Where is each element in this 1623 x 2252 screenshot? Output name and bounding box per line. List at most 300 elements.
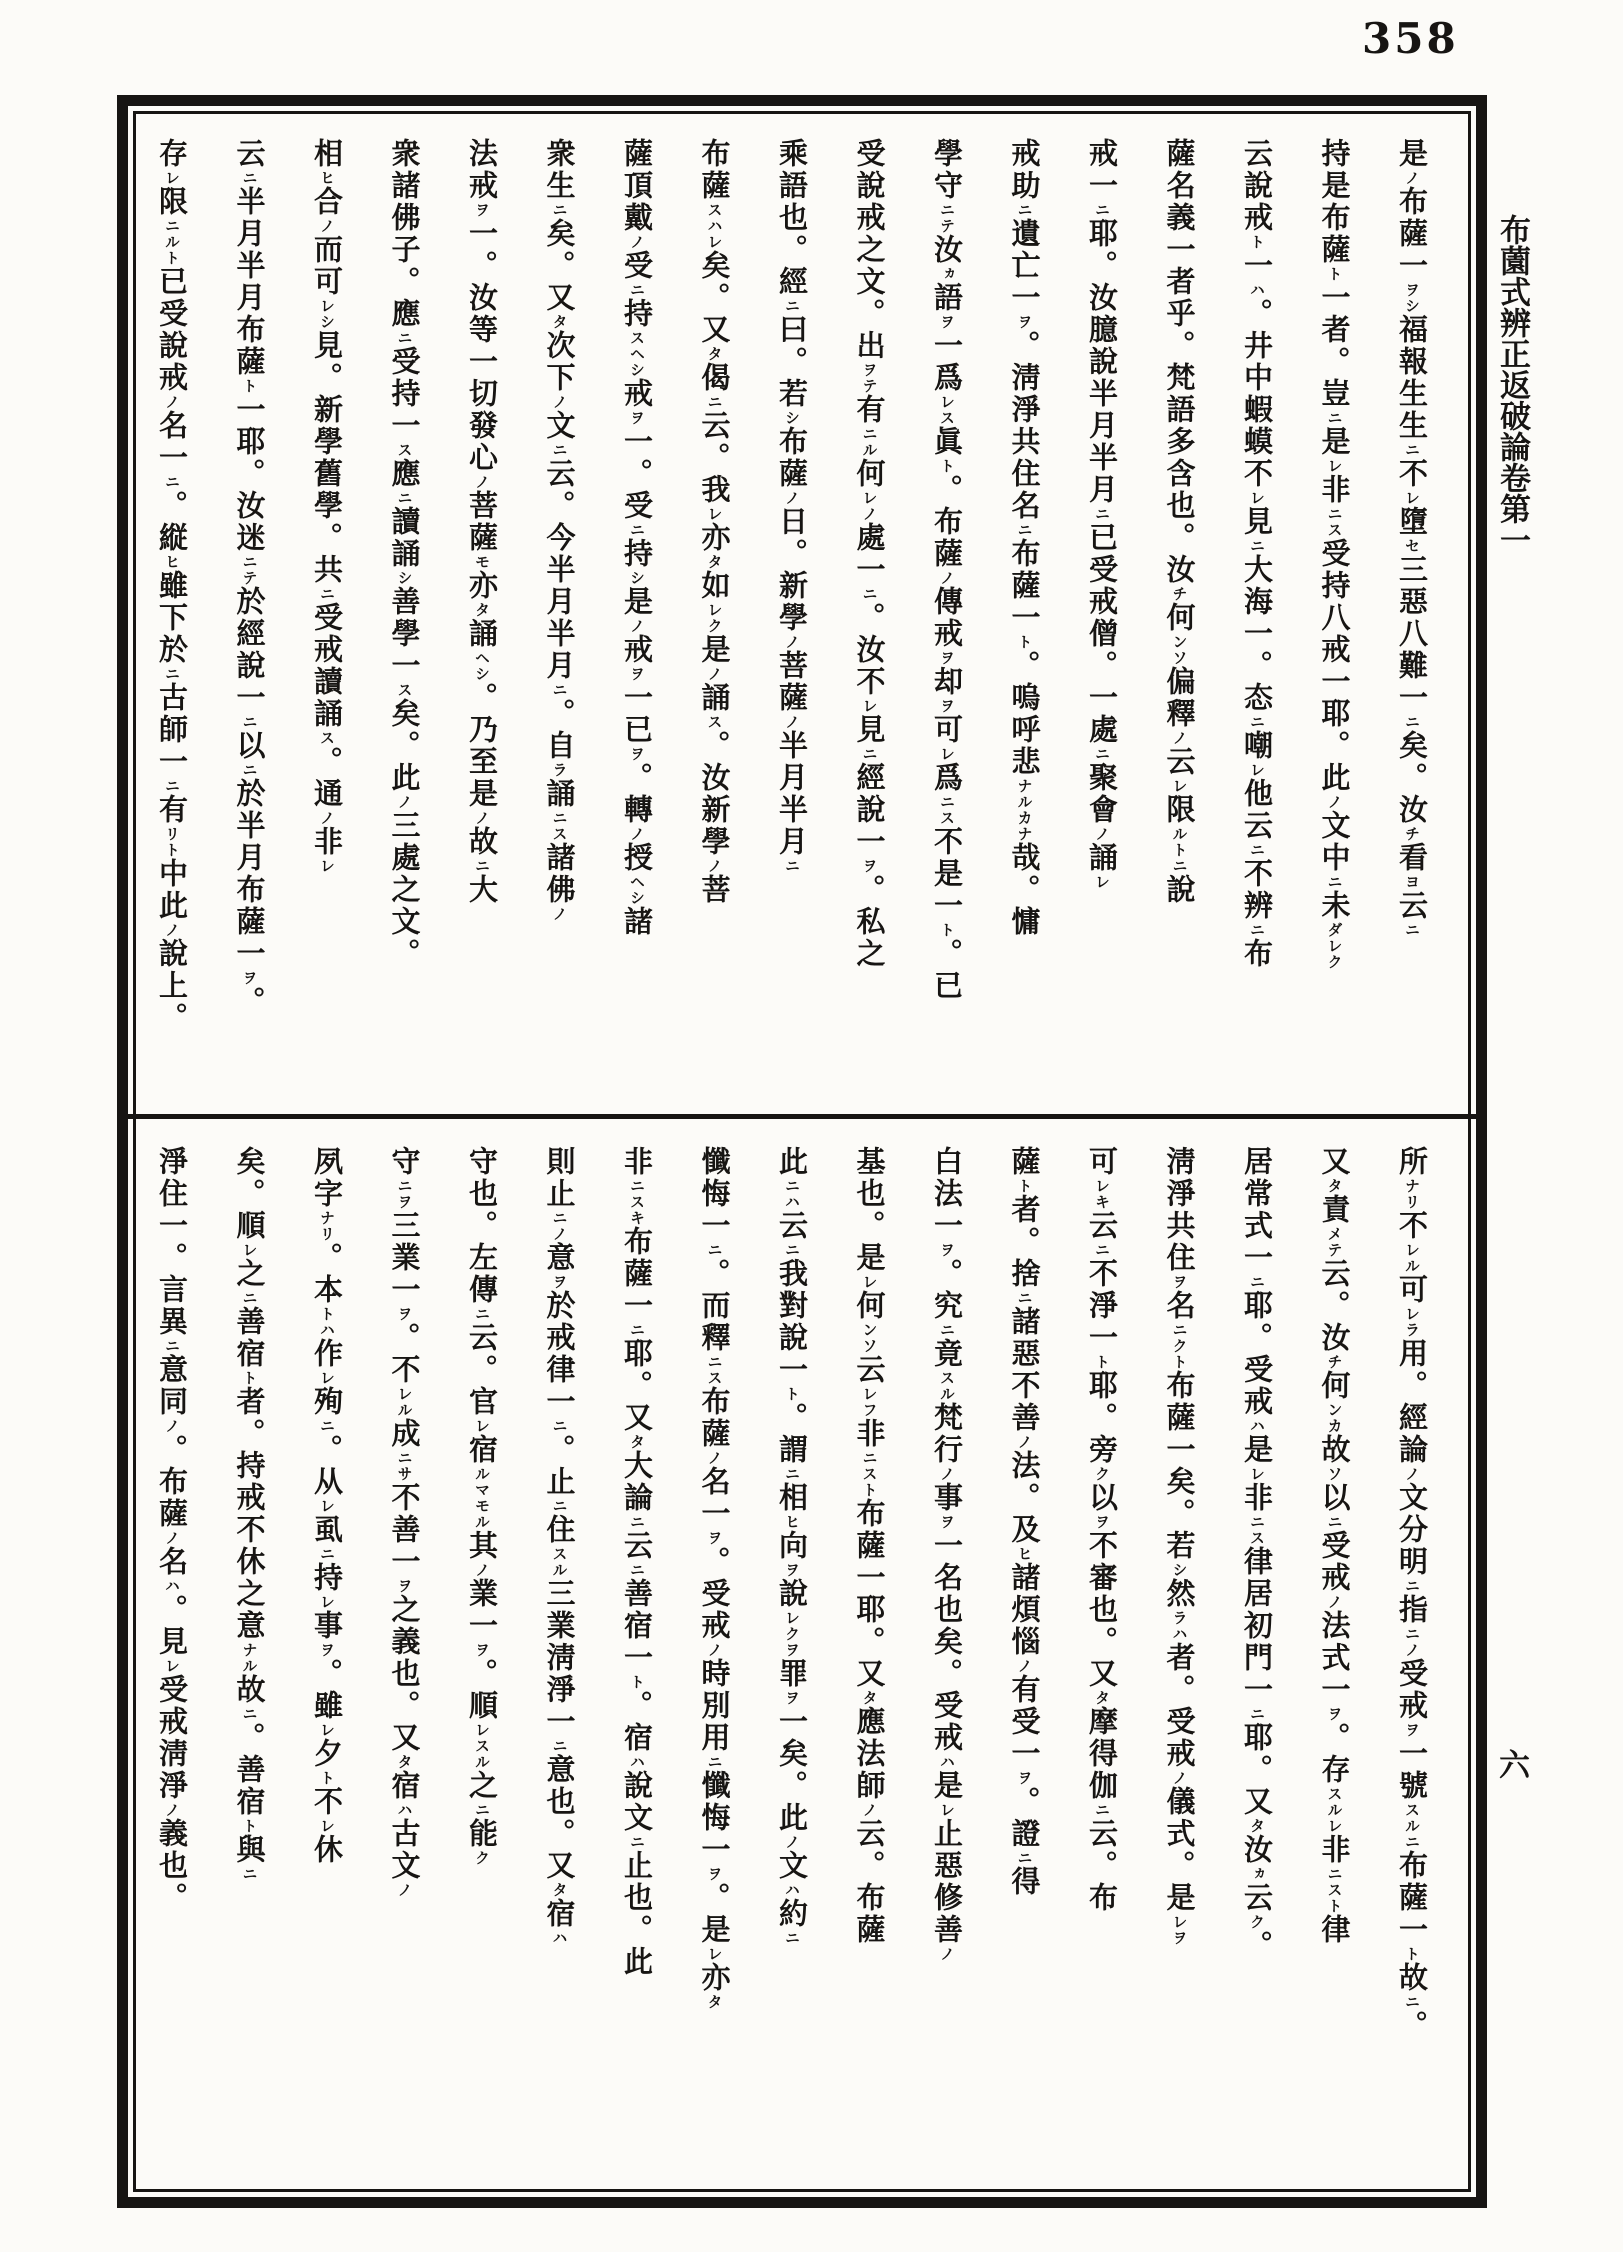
kunten-annotation: ノ bbox=[938, 570, 956, 586]
band-separator-rule bbox=[128, 1114, 1480, 1119]
kunten-annotation: レ bbox=[1248, 490, 1266, 506]
kunten-annotation: ヲ bbox=[318, 1642, 336, 1658]
kunten-annotation: ハ bbox=[783, 1194, 801, 1210]
kunten-annotation: ナ bbox=[1015, 826, 1034, 842]
kunten-annotation: キ bbox=[1093, 1194, 1111, 1210]
kunten-annotation: ヲ bbox=[1170, 1930, 1189, 1946]
kunten-annotation: シ bbox=[473, 666, 491, 682]
text-column: 相ヒ合ノ而可レシ見。新學舊學。共ニ受戒讀誦ス。通ノ非レ bbox=[310, 138, 344, 874]
kunten-annotation: ノ bbox=[163, 1418, 181, 1434]
kunten-annotation: レ bbox=[1325, 938, 1344, 954]
kunten-annotation: タ bbox=[1325, 1178, 1344, 1194]
kunten-annotation: メ bbox=[1325, 1226, 1344, 1242]
text-column: 淸淨共住ヲ名ニクト布薩一矣。若シ然ラハ者。受戒ノ儀式。是レヲ bbox=[1162, 1146, 1197, 1946]
kunten-annotation: タ bbox=[705, 554, 724, 570]
kunten-annotation: ヲ bbox=[395, 1306, 414, 1322]
kunten-annotation: ヲ bbox=[860, 362, 879, 378]
kunten-annotation: ニ bbox=[783, 298, 801, 314]
kunten-annotation: リ bbox=[318, 1226, 336, 1242]
kunten-annotation: ニ bbox=[1015, 522, 1034, 538]
kunten-annotation: ト bbox=[318, 1770, 336, 1786]
kunten-annotation: ト bbox=[938, 922, 956, 938]
kunten-annotation: ノ bbox=[1170, 730, 1189, 746]
kunten-annotation: レ bbox=[860, 1274, 879, 1290]
kunten-annotation: ニ bbox=[318, 1546, 336, 1562]
kunten-annotation: ス bbox=[705, 202, 724, 218]
kunten-annotation: リ bbox=[1403, 1194, 1421, 1210]
kunten-annotation: ニ bbox=[628, 1562, 646, 1578]
kunten-annotation: ヘ bbox=[473, 650, 491, 666]
kunten-annotation: ヲ bbox=[1403, 282, 1421, 298]
kunten-annotation: ニ bbox=[1248, 842, 1266, 858]
text-column: 守ニヲ三業一ヲ。不レル成ニサ不善一ヲ之義也。又タ宿ハ古文ノ bbox=[387, 1146, 422, 1898]
text-column: 白法一ヲ。究ニ竟スル梵行ノ事ヲ一名也矣。受戒ハ是レ止惡修善ノ bbox=[930, 1146, 964, 1962]
kunten-annotation: シ bbox=[1170, 1562, 1189, 1578]
kunten-annotation: ノ bbox=[395, 794, 414, 810]
kunten-annotation: ノ bbox=[318, 810, 336, 826]
kunten-annotation: ス bbox=[318, 730, 336, 746]
kunten-annotation: シ bbox=[1403, 298, 1421, 314]
text-column: 此ニハ云ニ我對說一ト。謂ニ相ヒ向ヲ說レクヲ罪ヲ一矣。此ノ文ハ約ニ bbox=[775, 1146, 809, 1946]
kunten-annotation: ル bbox=[473, 1514, 491, 1530]
kunten-annotation: ハ bbox=[395, 1802, 414, 1818]
kunten-annotation: ニ bbox=[163, 474, 181, 490]
kunten-annotation: ヲ bbox=[783, 1690, 801, 1706]
kunten-annotation: ト bbox=[240, 1370, 259, 1386]
kunten-annotation: ニ bbox=[1248, 1514, 1266, 1530]
kunten-annotation: ク bbox=[1093, 1466, 1111, 1482]
kunten-annotation: ク bbox=[473, 1850, 491, 1866]
kunten-annotation: レ bbox=[473, 1418, 491, 1434]
kunten-annotation: ヲ bbox=[1015, 314, 1034, 330]
page-number: 358 bbox=[1362, 14, 1459, 63]
kunten-annotation: ス bbox=[1248, 1530, 1266, 1546]
kunten-annotation: レ bbox=[860, 1386, 879, 1402]
kunten-annotation: ヲ bbox=[860, 858, 879, 874]
kunten-annotation: ハ bbox=[938, 1754, 956, 1770]
kunten-annotation: ル bbox=[395, 1402, 414, 1418]
kunten-annotation: タ bbox=[473, 602, 491, 618]
kunten-annotation: ニ bbox=[395, 1178, 414, 1194]
text-column: 衆生ニ矣。又タ次下ノ文ニ云。今半月半月ニ。自ラ誦ニス諸佛ノ bbox=[542, 138, 577, 922]
text-column: 淨住一。言異ニ意同ノ。布薩ノ名ハ。見レ受戒淸淨ノ義也。 bbox=[155, 1146, 189, 1914]
kunten-annotation: レ bbox=[860, 698, 879, 714]
kunten-annotation: ノ bbox=[473, 474, 491, 490]
kunten-annotation: ニ bbox=[705, 1754, 724, 1770]
kunten-annotation: ニ bbox=[550, 442, 569, 458]
margin-running-title: 布薗式辨正返破論卷第一 bbox=[1494, 214, 1530, 555]
kunten-annotation: レ bbox=[318, 1722, 336, 1738]
kunten-annotation: レ bbox=[938, 1802, 956, 1818]
kunten-annotation: タ bbox=[550, 1882, 569, 1898]
kunten-annotation: レ bbox=[240, 1242, 259, 1258]
kunten-annotation: ト bbox=[1325, 266, 1344, 282]
kunten-annotation: ト bbox=[1170, 1354, 1189, 1370]
kunten-annotation: ト bbox=[240, 1818, 259, 1834]
kunten-annotation: ノ bbox=[550, 394, 569, 410]
kunten-annotation: ニ bbox=[860, 746, 879, 762]
text-column: 薩頂戴ノ受ニ持スヘシ戒ヲ一。受ニ持シ是ノ戒ヲ一已ヲ。轉ノ授ヘシ諸 bbox=[620, 138, 654, 938]
kunten-annotation: タ bbox=[705, 346, 724, 362]
kunten-annotation: ニ bbox=[628, 1834, 646, 1850]
kunten-annotation: ノ bbox=[705, 666, 724, 682]
kunten-annotation: ハ bbox=[550, 1930, 569, 1946]
kunten-annotation: ニ bbox=[240, 554, 259, 570]
kunten-annotation: ニ bbox=[473, 858, 491, 874]
kunten-annotation: ニ bbox=[550, 1418, 569, 1434]
kunten-annotation: レ bbox=[318, 1498, 336, 1514]
kunten-annotation: ヲ bbox=[938, 1242, 956, 1258]
kunten-annotation: ニ bbox=[860, 426, 879, 442]
kunten-annotation: ニ bbox=[1403, 1626, 1421, 1642]
kunten-annotation: ル bbox=[1403, 1818, 1421, 1834]
top-text-band bbox=[132, 138, 1450, 1100]
kunten-annotation: ル bbox=[1325, 1802, 1344, 1818]
kunten-annotation: ニ bbox=[1325, 874, 1344, 890]
kunten-annotation: ノ bbox=[938, 1946, 956, 1962]
kunten-annotation: ニ bbox=[1093, 506, 1111, 522]
kunten-annotation: ナ bbox=[1403, 1178, 1421, 1194]
kunten-annotation: ル bbox=[473, 1466, 491, 1482]
kunten-annotation: ニ bbox=[395, 490, 414, 506]
kunten-annotation: ハ bbox=[783, 1882, 801, 1898]
kunten-annotation: ク bbox=[783, 1626, 801, 1642]
kunten-annotation: レ bbox=[938, 746, 956, 762]
kunten-annotation: ト bbox=[318, 1306, 336, 1322]
kunten-annotation: ヒ bbox=[1015, 1546, 1034, 1562]
kunten-annotation: ル bbox=[1170, 826, 1189, 842]
kunten-annotation: ク bbox=[1248, 1914, 1266, 1930]
kunten-annotation: ヲ bbox=[395, 1578, 414, 1594]
kunten-annotation: ヨ bbox=[1403, 874, 1421, 890]
kunten-annotation: レ bbox=[705, 1946, 724, 1962]
kunten-annotation: ス bbox=[473, 1738, 491, 1754]
kunten-annotation: ヲ bbox=[628, 410, 646, 426]
text-column: 乘語也。經ニ曰。若シ布薩ノ日。新學ノ菩薩ノ半月半月ニ bbox=[775, 138, 809, 874]
kunten-annotation: ヲ bbox=[783, 1642, 801, 1658]
kunten-annotation: レ bbox=[318, 298, 336, 314]
kunten-annotation: ノ bbox=[783, 490, 801, 506]
kunten-annotation: レ bbox=[1093, 874, 1111, 890]
text-column: 衆諸佛子。應ニ受持一ス應ニ讀誦シ善學一ス矣。此ノ三處之文。 bbox=[387, 138, 422, 970]
bottom-text-band bbox=[132, 1146, 1450, 2108]
kunten-annotation: ノ bbox=[783, 714, 801, 730]
kunten-annotation: ス bbox=[1325, 522, 1344, 538]
text-column: 薩名義一者乎。梵語多含也。汝チ何ンソ偏釋ノ云レ限ルトニ說 bbox=[1162, 138, 1197, 906]
kunten-annotation: ト bbox=[1170, 842, 1189, 858]
kunten-annotation: ニ bbox=[860, 586, 879, 602]
kunten-annotation: ソ bbox=[860, 1338, 879, 1354]
kunten-annotation: ヲ bbox=[473, 1642, 491, 1658]
kunten-annotation: ハ bbox=[705, 218, 724, 234]
kunten-annotation: レ bbox=[1403, 1306, 1421, 1322]
kunten-annotation: ハ bbox=[1170, 1626, 1189, 1642]
kunten-annotation: モ bbox=[473, 1498, 491, 1514]
kunten-annotation: ノ bbox=[1325, 794, 1344, 810]
kunten-annotation: レ bbox=[318, 1818, 336, 1834]
kunten-annotation: ト bbox=[1325, 1898, 1344, 1914]
kunten-annotation: レ bbox=[1093, 1178, 1111, 1194]
kunten-annotation: ス bbox=[938, 410, 956, 426]
kunten-annotation: タ bbox=[1093, 1690, 1111, 1706]
text-column: 非ニスキ布薩一ニ耶。又タ大論ニ云ニ善宿一ト。宿ハ說文ニ止也。此 bbox=[620, 1146, 654, 1978]
kunten-annotation: テ bbox=[860, 378, 879, 394]
text-column: 存レ限ニルト已受說戒ノ名一ニ。縦ヒ雖下於ニ古師一ニ有リト中此ノ說上。 bbox=[155, 138, 189, 1034]
kunten-annotation: ノ bbox=[705, 858, 724, 874]
kunten-annotation: ノ bbox=[860, 506, 879, 522]
kunten-annotation: カ bbox=[1325, 1418, 1344, 1434]
kunten-annotation: ル bbox=[240, 1658, 259, 1674]
kunten-annotation: ノ bbox=[473, 810, 491, 826]
kunten-annotation: タ bbox=[550, 314, 569, 330]
text-column: 云ニ半月半月布薩ト一耶。汝迷ニテ於經說一ニ以ニ於半月布薩一ヲ。 bbox=[232, 138, 267, 1018]
kunten-annotation: ニ bbox=[938, 794, 956, 810]
kunten-annotation: ニ bbox=[1170, 1322, 1189, 1338]
kunten-annotation: ラ bbox=[550, 762, 569, 778]
kunten-annotation: ノ bbox=[783, 1834, 801, 1850]
kunten-annotation: ハ bbox=[163, 1578, 181, 1594]
kunten-annotation: ノ bbox=[1015, 1658, 1034, 1674]
kunten-annotation: ヲ bbox=[1403, 1722, 1421, 1738]
kunten-annotation: ノ bbox=[318, 218, 336, 234]
kunten-annotation: ノ bbox=[1015, 1434, 1034, 1450]
kunten-annotation: シ bbox=[783, 410, 801, 426]
kunten-annotation: ニ bbox=[1248, 1706, 1266, 1722]
kunten-annotation: ハ bbox=[318, 1322, 336, 1338]
kunten-annotation: チ bbox=[1325, 1354, 1344, 1370]
kunten-annotation: ス bbox=[1325, 1786, 1344, 1802]
text-column: 所ナリ不レル可レラ用。經論ノ文分明ニ指ニノ受戒ヲ一號スルニ布薩一ト故ニ。 bbox=[1395, 1146, 1429, 2042]
text-column: 戒一ニ耶。汝臆說半月半月ニ已受戒僧。一處ニ聚會ノ誦レ bbox=[1085, 138, 1119, 890]
kunten-annotation: ニ bbox=[705, 394, 724, 410]
kunten-annotation: ナ bbox=[318, 1210, 336, 1226]
kunten-annotation: マ bbox=[473, 1482, 491, 1498]
kunten-annotation: ニ bbox=[1325, 1866, 1344, 1882]
kunten-annotation: ノ bbox=[1093, 826, 1111, 842]
kunten-annotation: シ bbox=[628, 362, 646, 378]
kunten-annotation: ニ bbox=[395, 330, 414, 346]
text-column: 薩ト者。捨ニ諸惡不善ノ法。及ヒ諸煩惱ノ有受一ヲ。證ニ得 bbox=[1007, 1146, 1042, 1898]
kunten-annotation: ト bbox=[1248, 234, 1266, 250]
kunten-annotation: レ bbox=[1248, 762, 1266, 778]
kunten-annotation: ニ bbox=[240, 762, 259, 778]
kunten-annotation: レ bbox=[395, 1386, 414, 1402]
kunten-annotation: ニ bbox=[240, 1706, 259, 1722]
kunten-annotation: キ bbox=[628, 1210, 646, 1226]
text-column: 云說戒ト一ハ。井中蝦蟆不レ見ニ大海一。态ニ嘲レ他云ニ不辨ニ布 bbox=[1240, 138, 1274, 970]
kunten-annotation: ソ bbox=[1325, 1466, 1344, 1482]
kunten-annotation: テ bbox=[240, 570, 259, 586]
kunten-annotation: ニ bbox=[628, 282, 646, 298]
kunten-annotation: タ bbox=[860, 1690, 879, 1706]
kunten-annotation: ニ bbox=[628, 522, 646, 538]
kunten-annotation: ニ bbox=[1325, 506, 1344, 522]
kunten-annotation: ノ bbox=[395, 1882, 414, 1898]
kunten-annotation: ニ bbox=[163, 778, 181, 794]
kunten-annotation: ン bbox=[1170, 634, 1189, 650]
kunten-annotation: ヲ bbox=[938, 698, 956, 714]
kunten-annotation: レ bbox=[1325, 458, 1344, 474]
kunten-annotation: テ bbox=[1325, 1242, 1344, 1258]
kunten-annotation: ヵ bbox=[938, 266, 956, 282]
text-column: 戒助ニ遺亡一ヲ。淸淨共住名ニ布薩一ト。嗚呼悲ナルカナ哉。慵 bbox=[1007, 138, 1042, 938]
kunten-annotation: ト bbox=[628, 1674, 646, 1690]
kunten-annotation: タ bbox=[395, 1754, 414, 1770]
kunten-annotation: ニ bbox=[783, 1242, 801, 1258]
kunten-annotation: ニ bbox=[240, 1290, 259, 1306]
kunten-annotation: レ bbox=[163, 170, 181, 186]
kunten-annotation: セ bbox=[1403, 538, 1421, 554]
kunten-annotation: ニ bbox=[550, 1210, 569, 1226]
kunten-annotation: レ bbox=[318, 1370, 336, 1386]
kunten-annotation: ノ bbox=[163, 1530, 181, 1546]
kunten-annotation: モ bbox=[473, 554, 491, 570]
kunten-annotation: ニ bbox=[1015, 1850, 1034, 1866]
kunten-annotation: ニ bbox=[1248, 538, 1266, 554]
kunten-annotation: ス bbox=[395, 442, 414, 458]
kunten-annotation: ニ bbox=[628, 1514, 646, 1530]
text-column: 則止ニノ意ヲ於戒律一ニ。止ニ住スル三業淸淨一ニ意也。又タ宿ハ bbox=[542, 1146, 577, 1946]
kunten-annotation: ヲ bbox=[240, 970, 259, 986]
kunten-annotation: ス bbox=[860, 1466, 879, 1482]
kunten-annotation: ナ bbox=[240, 1642, 259, 1658]
kunten-annotation: ク bbox=[1325, 954, 1344, 970]
kunten-annotation: ヲ bbox=[628, 746, 646, 762]
kunten-annotation: ニ bbox=[550, 810, 569, 826]
kunten-annotation: ニ bbox=[163, 218, 181, 234]
kunten-annotation: ノ bbox=[628, 234, 646, 250]
kunten-annotation: ノ bbox=[938, 1466, 956, 1482]
kunten-annotation: ヲ bbox=[783, 1562, 801, 1578]
kunten-annotation: ハ bbox=[1248, 282, 1266, 298]
kunten-annotation: ラ bbox=[1403, 1322, 1421, 1338]
kunten-annotation: ノ bbox=[163, 394, 181, 410]
kunten-annotation: ニ bbox=[1403, 1994, 1421, 2010]
text-column: 夙字ナリ。本トハ作レ殉ニ。从レ虱ニ持レ事ヲ。雖レ夕ト不レ休 bbox=[310, 1146, 344, 1866]
text-column: 是ノ布薩一ヲシ福報生生ニ不レ墮セ三惡八難一ニ矣。汝チ看ヨ云ニ bbox=[1395, 138, 1429, 938]
kunten-annotation: ノ bbox=[550, 906, 569, 922]
kunten-annotation: ニ bbox=[1248, 922, 1266, 938]
kunten-annotation: ニ bbox=[550, 1738, 569, 1754]
text-column: 懺悔一ニ。而釋ニス布薩ノ名一ヲ。受戒ノ時別用ニ懺悔一ヲ。是レ亦タ bbox=[697, 1146, 732, 2010]
kunten-annotation: ニ bbox=[1403, 922, 1421, 938]
kunten-annotation: ソ bbox=[1170, 650, 1189, 666]
kunten-annotation: ヲ bbox=[1015, 1770, 1034, 1786]
kunten-annotation: ヲ bbox=[1325, 1706, 1344, 1722]
kunten-annotation: ラ bbox=[1170, 1610, 1189, 1626]
kunten-annotation: ヒ bbox=[163, 554, 181, 570]
kunten-annotation: ノ bbox=[1170, 1770, 1189, 1786]
kunten-annotation: ノ bbox=[860, 1802, 879, 1818]
kunten-annotation: レ bbox=[1403, 1242, 1421, 1258]
text-column: 守也。左傳ニ云。官レ宿ルマモル其ノ業一ヲ。順レスル之ニ能ク bbox=[465, 1146, 499, 1866]
kunten-annotation: ニ bbox=[783, 1466, 801, 1482]
kunten-annotation: ヲ bbox=[395, 1194, 414, 1210]
kunten-annotation: ハ bbox=[628, 1754, 646, 1770]
kunten-annotation: シ bbox=[628, 570, 646, 586]
kunten-annotation: サ bbox=[395, 1466, 414, 1482]
kunten-annotation: タ bbox=[1248, 1818, 1266, 1834]
text-column: 持是布薩ト一者。豈ニ是レ非ニス受持八戒一耶。此ノ文中ニ未ダレク bbox=[1317, 138, 1352, 970]
kunten-annotation: ニ bbox=[550, 682, 569, 698]
kunten-annotation: ニ bbox=[860, 1450, 879, 1466]
kunten-annotation: レ bbox=[318, 858, 336, 874]
kunten-annotation: ヵ bbox=[1248, 1866, 1266, 1882]
kunten-annotation: ヲ bbox=[938, 650, 956, 666]
kunten-annotation: レ bbox=[1403, 490, 1421, 506]
kunten-annotation: ヲ bbox=[550, 1274, 569, 1290]
kunten-annotation: ニ bbox=[1170, 858, 1189, 874]
text-column: 可レキ云ニ不淨一ト耶。旁ク以ヲ不審也。又タ摩得伽ニ云。布 bbox=[1085, 1146, 1119, 1914]
kunten-annotation: ル bbox=[1403, 1258, 1421, 1274]
kunten-annotation: ニ bbox=[1325, 410, 1344, 426]
kunten-annotation: ル bbox=[860, 442, 879, 458]
kunten-annotation: ニ bbox=[318, 586, 336, 602]
kunten-annotation: ク bbox=[705, 618, 724, 634]
kunten-annotation: ニ bbox=[1093, 202, 1111, 218]
kunten-annotation: ニ bbox=[395, 1450, 414, 1466]
kunten-annotation: ト bbox=[1015, 1178, 1034, 1194]
kunten-annotation: ヲ bbox=[938, 1514, 956, 1530]
kunten-annotation: レ bbox=[1325, 1818, 1344, 1834]
kunten-annotation: ニ bbox=[240, 170, 259, 186]
kunten-annotation: ヲ bbox=[628, 666, 646, 682]
kunten-annotation: ク bbox=[1170, 1338, 1189, 1354]
kunten-annotation: ノ bbox=[1325, 1594, 1344, 1610]
kunten-annotation: ノ bbox=[628, 826, 646, 842]
kunten-annotation: ヘ bbox=[628, 346, 646, 362]
kunten-annotation: ノ bbox=[1403, 170, 1421, 186]
kunten-annotation: ノ bbox=[705, 1642, 724, 1658]
kunten-annotation: レ bbox=[1170, 778, 1189, 794]
kunten-annotation: ヲ bbox=[1170, 1274, 1189, 1290]
kunten-annotation: ニ bbox=[240, 1866, 259, 1882]
kunten-annotation: ニ bbox=[1403, 442, 1421, 458]
kunten-annotation: ニ bbox=[938, 1322, 956, 1338]
kunten-annotation: ル bbox=[1015, 794, 1034, 810]
kunten-annotation: ス bbox=[705, 1370, 724, 1386]
text-column: 布薩スハレ矣。又タ偈ニ云。我レ亦タ如レク是ノ誦ス。汝新學ノ菩 bbox=[697, 138, 732, 906]
text-column: 基也。是レ何ンソ云レフ非ニスト布薩一耶。又タ應法師ノ云。布薩 bbox=[852, 1146, 887, 1946]
kunten-annotation: ニ bbox=[550, 1498, 569, 1514]
kunten-annotation: ハ bbox=[1248, 1418, 1266, 1434]
kunten-annotation: レ bbox=[938, 394, 956, 410]
folio-number: 六 bbox=[1499, 1748, 1530, 1784]
kunten-annotation: レ bbox=[473, 1722, 491, 1738]
kunten-annotation: ヒ bbox=[318, 170, 336, 186]
kunten-annotation: ス bbox=[550, 1546, 569, 1562]
kunten-annotation: ト bbox=[938, 458, 956, 474]
kunten-annotation: ニ bbox=[473, 1306, 491, 1322]
kunten-annotation: テ bbox=[938, 218, 956, 234]
text-column: 法戒ヲ一。汝等一切發心ノ菩薩モ亦タ誦ヘシ。乃至是ノ故ニ大 bbox=[465, 138, 499, 906]
kunten-annotation: ニ bbox=[163, 666, 181, 682]
kunten-annotation: ヲ bbox=[938, 314, 956, 330]
kunten-annotation: ナ bbox=[1015, 778, 1034, 794]
kunten-annotation: ニ bbox=[783, 858, 801, 874]
kunten-annotation: レ bbox=[860, 490, 879, 506]
kunten-annotation: ヒ bbox=[783, 1514, 801, 1530]
kunten-annotation: ニ bbox=[473, 1802, 491, 1818]
kunten-annotation: ノ bbox=[1403, 1642, 1421, 1658]
kunten-annotation: ル bbox=[163, 234, 181, 250]
kunten-annotation: ト bbox=[1093, 1354, 1111, 1370]
kunten-annotation: ニ bbox=[938, 202, 956, 218]
kunten-annotation: ニ bbox=[705, 1242, 724, 1258]
kunten-annotation: ス bbox=[628, 1194, 646, 1210]
kunten-annotation: ヘ bbox=[628, 874, 646, 890]
text-column: 受說戒之文。出ヲテ有ニル何レノ處一ニ。汝不レ見ニ經說一ヲ。私之 bbox=[852, 138, 887, 970]
